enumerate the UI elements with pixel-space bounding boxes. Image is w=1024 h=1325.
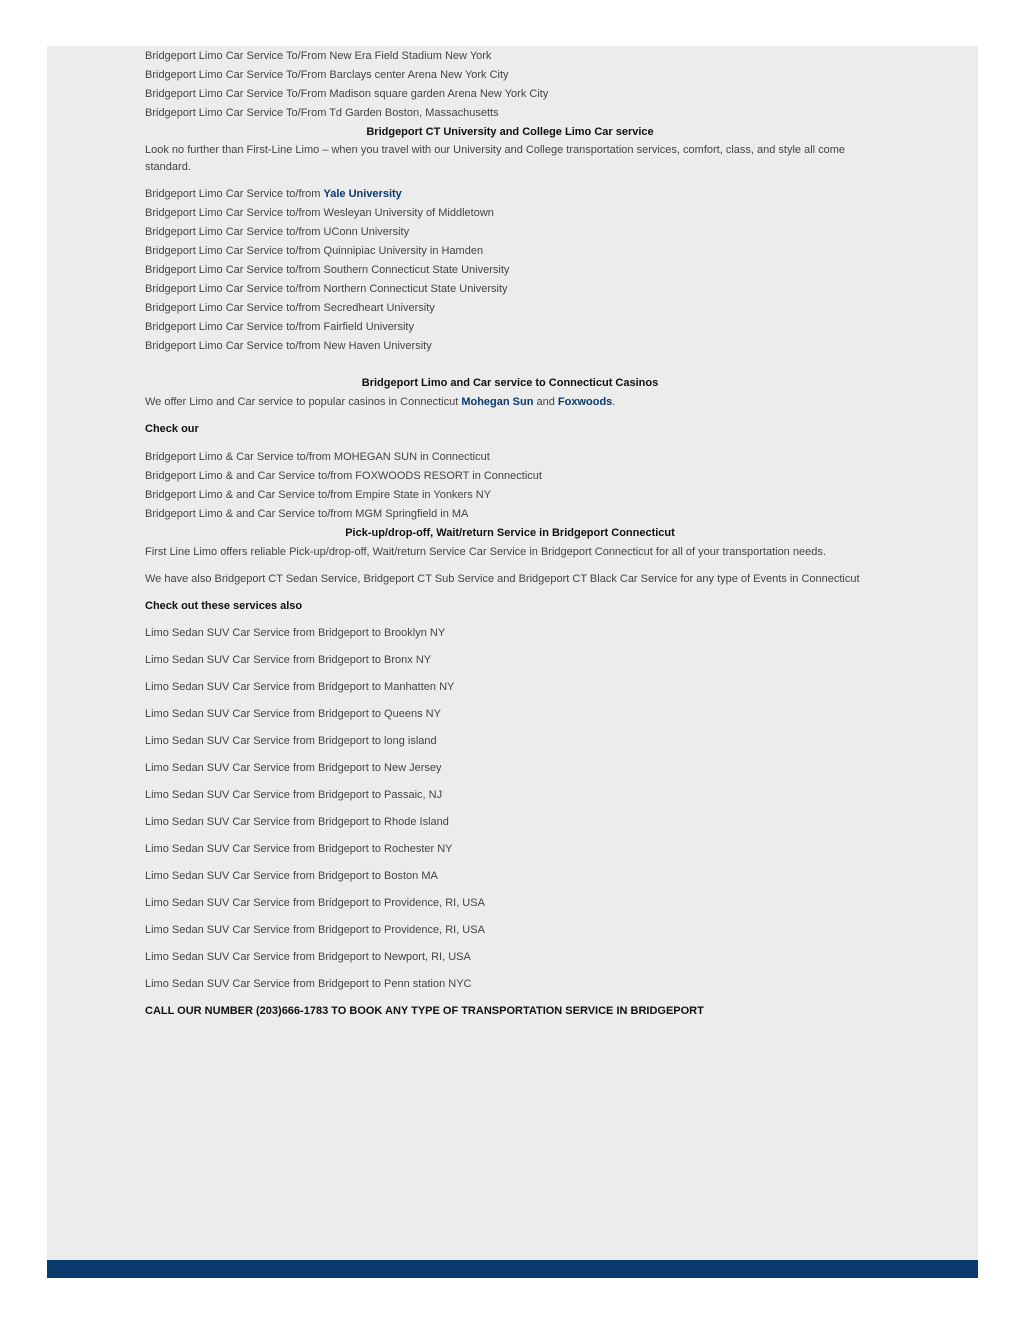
list-item: Limo Sedan SUV Car Service from Bridgeport to Providence, RI, USA: [145, 924, 485, 936]
pickup-paragraph-2: We have also Bridgeport CT Sedan Service, Bridgeport CT Sub Service and Bridgeport CT Black Car Service for any type of Events in Connecticut: [145, 573, 860, 585]
list-item: Limo Sedan SUV Car Service from Bridgeport to Providence, RI, USA: [145, 897, 485, 909]
casino-intro-and: and: [533, 396, 558, 408]
casino-intro: [145, 393, 875, 412]
list-item: Bridgeport Limo & Car Service to/from MOHEGAN SUN in Connecticut: [145, 451, 490, 463]
list-item: Limo Sedan SUV Car Service from Bridgeport to New Jersey: [145, 762, 442, 774]
casino-heading: Bridgeport Limo and Car service to Connecticut Casinos: [361, 377, 659, 389]
list-item: Limo Sedan SUV Car Service from Bridgeport to Manhatten NY: [145, 681, 455, 693]
university-intro: Look no further than First-Line Limo – when you travel with our University and College transportation services, comfort, class, and style all come standard.: [145, 144, 846, 173]
list-item: Bridgeport Limo Car Service to/from New Haven University: [145, 340, 432, 352]
list-item: Bridgeport Limo & and Car Service to/from Empire State in Yonkers NY: [145, 489, 492, 501]
check-services-label: Check out these services also: [145, 600, 303, 612]
list-item: Limo Sedan SUV Car Service from Bridgeport to Bronx NY: [145, 654, 432, 666]
mohegan-sun-link[interactable]: Mohegan Sun: [461, 396, 534, 408]
services-list: [145, 624, 875, 994]
arena-list: [145, 47, 875, 123]
footer-bar: [47, 1260, 978, 1278]
check-our-label: Check our: [145, 423, 199, 435]
casino-list: [145, 448, 875, 524]
list-item: Limo Sedan SUV Car Service from Bridgeport to Passaic, NJ: [145, 789, 443, 801]
call-to-action: CALL OUR NUMBER (203)666-1783 TO BOOK ANY TYPE OF TRANSPORTATION SERVICE IN BRIDGEPORT: [145, 1005, 704, 1017]
pickup-heading: Pick-up/drop-off, Wait/return Service in Bridgeport Connecticut: [345, 527, 675, 539]
list-item: Limo Sedan SUV Car Service from Bridgeport to Rhode Island: [145, 816, 449, 828]
list-item: Bridgeport Limo & and Car Service to/from FOXWOODS RESORT in Connecticut: [145, 470, 542, 482]
foxwoods-link[interactable]: Foxwoods: [557, 396, 613, 408]
casino-intro-text: We offer Limo and Car service to popular casinos in Connecticut: [145, 396, 462, 408]
list-item: Bridgeport Limo Car Service To/From Barclays center Arena New York City: [145, 69, 509, 81]
list-item: Limo Sedan SUV Car Service from Bridgeport to Boston MA: [145, 870, 438, 882]
yale-university-link[interactable]: Yale University: [323, 188, 402, 200]
list-item-text: Bridgeport Limo Car Service to/from: [145, 188, 324, 200]
list-item: Limo Sedan SUV Car Service from Bridgeport to long island: [145, 735, 437, 747]
list-item: Limo Sedan SUV Car Service from Bridgeport to Brooklyn NY: [145, 627, 446, 639]
list-item: Bridgeport Limo Car Service to/from Wesleyan University of Middletown: [145, 207, 494, 219]
casino-intro-period: .: [612, 396, 616, 408]
list-item: Bridgeport Limo Car Service to/from Fairfield University: [145, 321, 414, 333]
list-item: Bridgeport Limo Car Service to/from Quinnipiac University in Hamden: [145, 245, 484, 257]
list-item: Bridgeport Limo & and Car Service to/from MGM Springfield in MA: [145, 508, 469, 520]
list-item: Bridgeport Limo Car Service to/from Northern Connecticut State University: [145, 283, 508, 295]
university-list: [145, 185, 875, 356]
list-item: Bridgeport Limo Car Service to/from UConn University: [145, 226, 410, 238]
list-item: Limo Sedan SUV Car Service from Bridgeport to Rochester NY: [145, 843, 453, 855]
list-item: Bridgeport Limo Car Service to/from Southern Connecticut State University: [145, 264, 510, 276]
list-item: Bridgeport Limo Car Service To/From New Era Field Stadium New York: [145, 50, 492, 62]
list-item: Limo Sedan SUV Car Service from Bridgeport to Queens NY: [145, 708, 441, 720]
list-item: Bridgeport Limo Car Service to/from Secredheart University: [145, 302, 435, 314]
list-item: Bridgeport Limo Car Service To/From Td Garden Boston, Massachusetts: [145, 107, 499, 119]
list-item: Bridgeport Limo Car Service To/From Madison square garden Arena New York City: [145, 88, 549, 100]
page-content: [145, 47, 875, 1021]
university-heading: Bridgeport CT University and College Limo Car service: [366, 126, 654, 138]
list-item: Limo Sedan SUV Car Service from Bridgeport to Penn station NYC: [145, 978, 472, 990]
pickup-paragraph-1: First Line Limo offers reliable Pick-up/drop-off, Wait/return Service Car Service in Bridgeport Connecticut for all of your transportation needs.: [145, 546, 826, 558]
list-item: Limo Sedan SUV Car Service from Bridgeport to Newport, RI, USA: [145, 951, 471, 963]
list-item: [145, 185, 875, 204]
